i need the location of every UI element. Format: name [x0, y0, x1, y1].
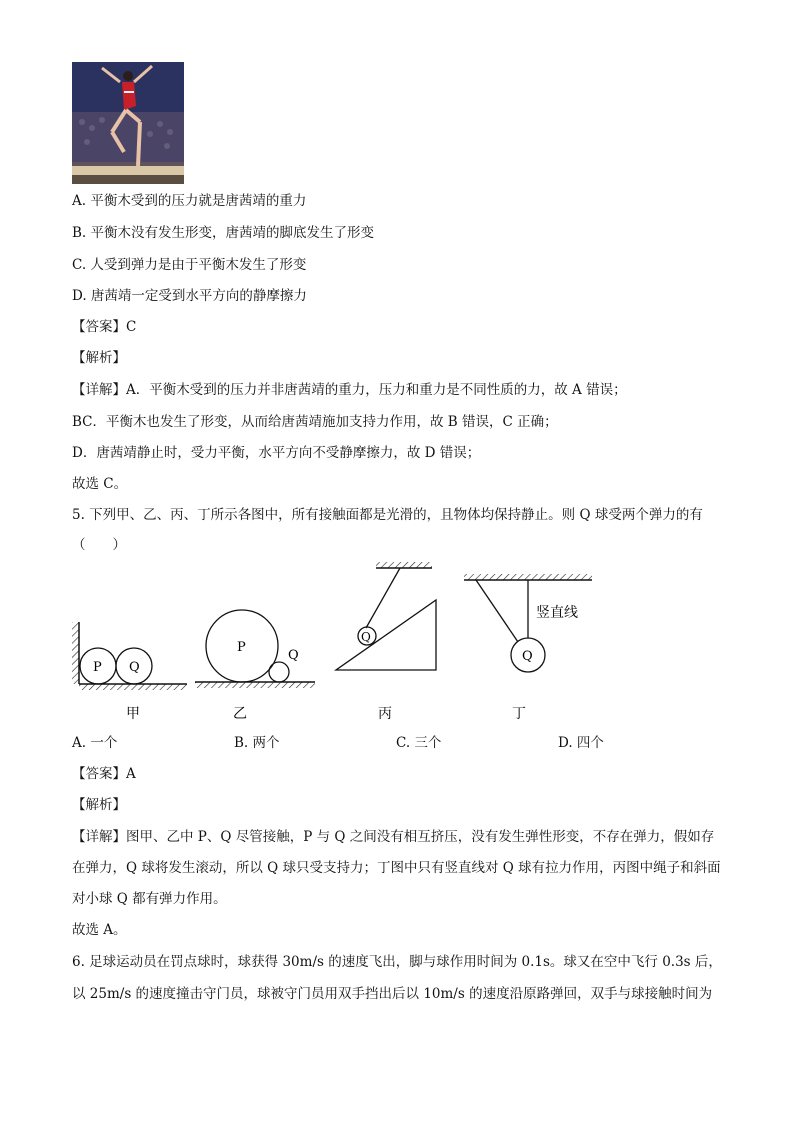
label-q-ding: Q — [522, 649, 533, 664]
q4-answer: 【答案】C — [72, 319, 137, 335]
q5-detail-line-1: 【详解】图甲、乙中 P、Q 尽管接触，P 与 Q 之间没有相互挤压，没有发生弹性形变，不存在弹力，假如存 — [72, 829, 715, 845]
caption-jia: 甲 — [126, 706, 140, 722]
label-p-yi: P — [237, 640, 246, 655]
q6-stem-line-1: 6. 足球运动员在罚点球时，球获得 30m/s 的速度飞出，脚与球作用时间为 0.1s。球又在空中飞行 0.3s 后， — [72, 954, 722, 970]
q4-detail-line-1: 【详解】A．平衡木受到的压力并非唐茜靖的重力，压力和重力是不同性质的力，故 A 错误； — [72, 382, 627, 398]
q4-option-c: C. 人受到弹力是由于平衡木发生了形变 — [72, 257, 307, 273]
q4-conclusion: 故选 C。 — [72, 476, 128, 492]
q5-diagram — [60, 556, 680, 726]
q5-stem-line-2: （ ） — [72, 537, 126, 553]
label-q-bing: Q — [361, 630, 371, 644]
q4-option-d: D. 唐茜靖一定受到水平方向的静摩擦力 — [72, 288, 307, 304]
q5-detail-line-2: 在弹力，Q 球将发生滚动，所以 Q 球只受支持力；丁图中只有竖直线对 Q 球有拉力作用，丙图中绳子和斜面 — [72, 860, 721, 876]
q5-option-b: B. 两个 — [234, 735, 280, 751]
q5-option-d: D. 四个 — [558, 735, 604, 751]
q5-stem-line-1: 5. 下列甲、乙、丙、丁所示各图中，所有接触面都是光滑的，且物体均保持静止。则 Q 球受两个弹力的有 — [72, 507, 703, 523]
q5-conclusion: 故选 A。 — [72, 922, 127, 938]
ball-q-yi — [269, 662, 289, 682]
q5-answer: 【答案】A — [72, 766, 136, 782]
q4-analysis-heading: 【解析】 — [72, 350, 126, 366]
caption-yi: 乙 — [233, 706, 247, 722]
label-q-yi: Q — [288, 648, 299, 663]
figure-ding — [464, 574, 592, 722]
caption-ding: 丁 — [512, 706, 526, 722]
q6-stem-line-2: 以 25m/s 的速度撞击守门员，球被守门员用双手挡出后以 10m/s 的速度沿原路弹回，双手与球接触时间为 — [72, 986, 713, 1002]
label-q-jia: Q — [129, 660, 140, 675]
caption-bing: 丙 — [378, 706, 392, 722]
figure-yi — [195, 610, 315, 722]
label-p-jia: P — [93, 660, 102, 675]
q5-analysis-heading: 【解析】 — [72, 797, 126, 813]
figure-bing — [336, 562, 436, 722]
label-vertical-line: 竖直线 — [536, 605, 578, 621]
figure-jia — [72, 622, 187, 722]
q5-option-a: A. 一个 — [72, 735, 118, 751]
gymnast-photo — [72, 62, 184, 184]
q4-detail-line-3: D．唐茜靖静止时，受力平衡，水平方向不受静摩擦力，故 D 错误； — [72, 445, 481, 461]
q4-detail-line-2: BC．平衡木也发生了形变，从而给唐茜靖施加支持力作用，故 B 错误，C 正确； — [72, 414, 558, 430]
q5-option-c: C. 三个 — [396, 735, 442, 751]
q4-option-a: A. 平衡木受到的压力就是唐茜靖的重力 — [72, 193, 307, 209]
q4-option-b: B. 平衡木没有发生形变，唐茜靖的脚底发生了形变 — [72, 225, 375, 241]
q5-detail-line-3: 对小球 Q 都有弹力作用。 — [72, 891, 227, 907]
